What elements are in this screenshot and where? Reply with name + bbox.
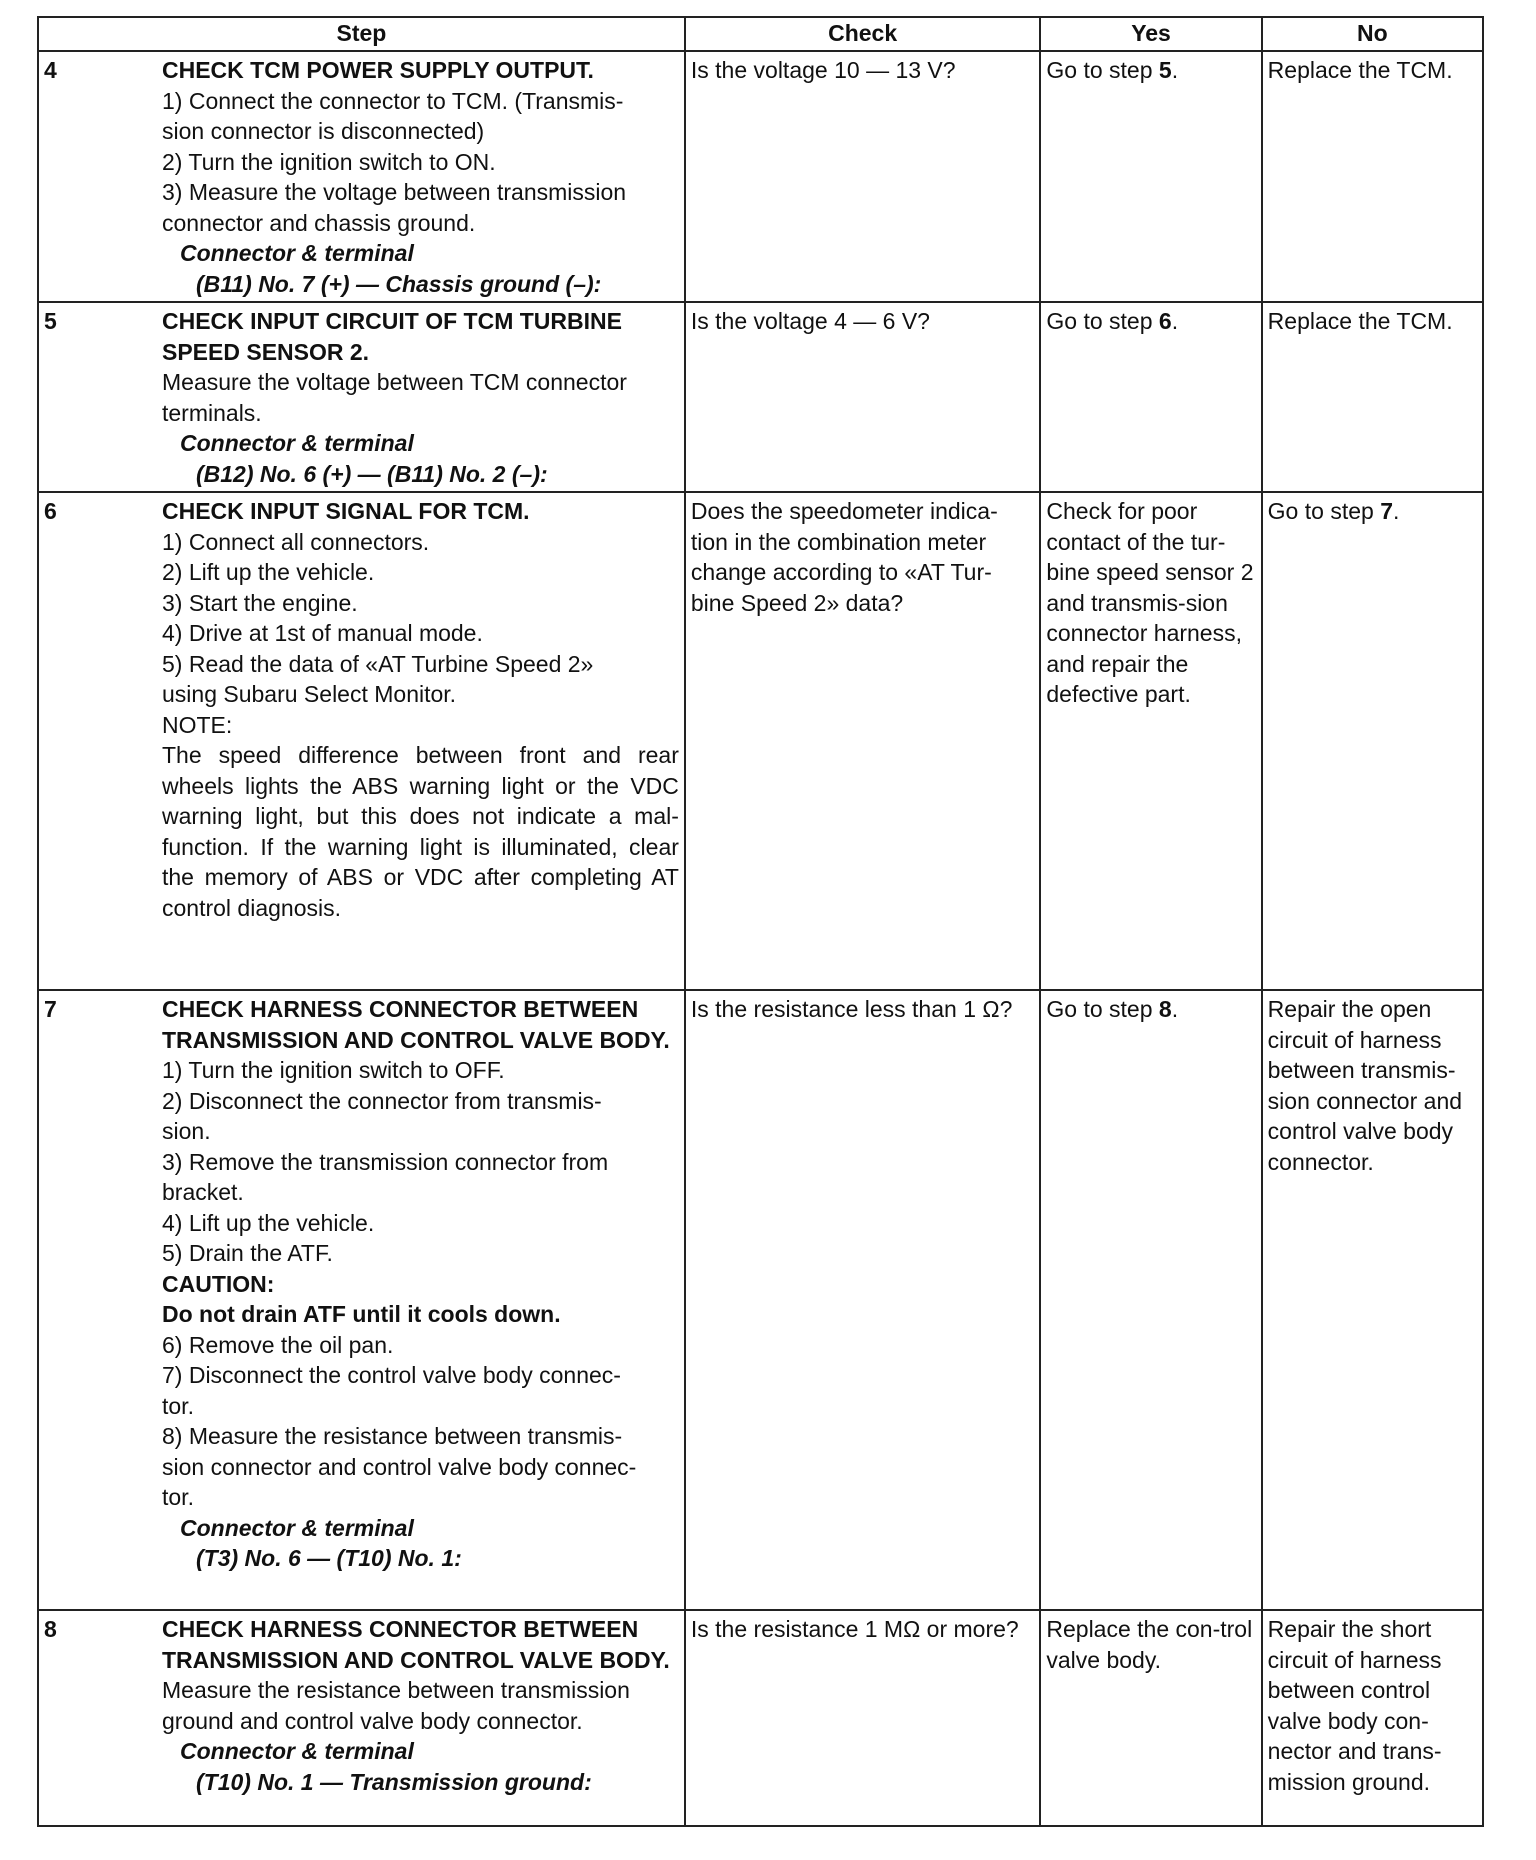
check-cell: Does the speedometer indica-tion in the combination meter change according to «AT Tur-bine Speed 2» data? — [685, 492, 1040, 990]
step-line: Measure the voltage between TCM connector — [162, 369, 627, 395]
yes-step-number: 6 — [1158, 308, 1172, 334]
step-line: sion connector is disconnected) — [162, 118, 485, 144]
table-row-step-8 — [38, 1610, 1483, 1826]
connector-label: Connector & terminal — [180, 1738, 414, 1764]
step-line: tor. — [162, 1484, 194, 1510]
step-cell — [38, 492, 685, 990]
yes-step-number: 8 — [1158, 996, 1172, 1022]
step-line: 1) Connect all connectors. — [162, 528, 430, 555]
table-row-step-6 — [38, 492, 1483, 990]
caution-text: Do not drain ATF until it cools down. — [162, 1301, 561, 1327]
check-cell: Is the resistance less than 1 Ω? — [685, 990, 1040, 1610]
step-title: CHECK HARNESS CONNECTOR BETWEEN TRANSMISSION AND CONTROL VALVE BODY. — [162, 996, 670, 1053]
step-line: 1) Turn the ignition switch to OFF. — [162, 1057, 505, 1083]
step-line: 7) Disconnect the control valve body connec- — [162, 1362, 621, 1388]
step-line: Measure the resistance between transmission — [162, 1677, 630, 1703]
step-cell — [38, 990, 685, 1610]
yes-suffix: . — [1171, 996, 1179, 1022]
step-number: 8 — [44, 1616, 57, 1642]
connector-label: Connector & terminal — [180, 240, 414, 266]
header-check: Check — [685, 17, 1040, 51]
yes-cell — [1040, 990, 1261, 1610]
step-cell — [38, 1610, 685, 1826]
yes-suffix: . — [1171, 57, 1179, 83]
table-row-step-4 — [38, 51, 1483, 302]
terminal-spec: (B12) No. 6 (+) — (B11) No. 2 (–): — [196, 460, 548, 487]
header-no: No — [1262, 17, 1483, 51]
header-yes: Yes — [1040, 17, 1261, 51]
yes-cell: Check for poor contact of the tur-bine speed sensor 2 and transmis-sion connector harness, and repair the defective part. — [1040, 492, 1261, 990]
no-step-number: 7 — [1380, 498, 1393, 524]
check-cell: Is the resistance 1 MΩ or more? — [685, 1610, 1040, 1826]
terminal-spec: (T3) No. 6 — (T10) No. 1: — [196, 1545, 462, 1571]
step-line: tor. — [162, 1392, 194, 1419]
step-line: 4) Drive at 1st of manual mode. — [162, 620, 483, 646]
step-line: 5) Drain the ATF. — [162, 1240, 333, 1266]
step-title: CHECK INPUT SIGNAL FOR TCM. — [162, 498, 530, 524]
no-cell: Replace the TCM. — [1262, 51, 1483, 302]
step-line: 8) Measure the resistance between transmis- — [162, 1423, 623, 1449]
header-step: Step — [38, 17, 685, 51]
step-line: connector and chassis ground. — [162, 209, 476, 236]
check-cell: Is the voltage 10 — 13 V? — [685, 51, 1040, 302]
step-cell — [38, 302, 685, 492]
yes-cell — [1040, 302, 1261, 492]
step-title: CHECK HARNESS CONNECTOR BETWEEN TRANSMISSION AND CONTROL VALVE BODY. — [162, 1616, 670, 1673]
step-cell — [38, 51, 685, 302]
connector-label: Connector & terminal — [180, 1514, 414, 1541]
no-text: Go to step — [1267, 498, 1381, 524]
step-line: 3) Measure the voltage between transmission — [162, 179, 627, 205]
caution-label: CAUTION: — [162, 1270, 275, 1297]
yes-text: Go to step — [1046, 308, 1159, 334]
step-line: sion connector and control valve body connec- — [162, 1453, 637, 1480]
step-number: 4 — [44, 57, 57, 83]
step-line: 2) Lift up the vehicle. — [162, 559, 375, 585]
step-line: using Subaru Select Monitor. — [162, 681, 457, 707]
diagnostic-table — [37, 16, 1484, 1827]
step-line: 1) Connect the connector to TCM. (Transmis- — [162, 87, 624, 114]
step-line: bracket. — [162, 1179, 244, 1205]
yes-step-number: 5 — [1158, 57, 1172, 83]
step-title: CHECK INPUT CIRCUIT OF TCM TURBINE SPEED SENSOR 2. — [162, 308, 622, 365]
step-line: 5) Read the data of «AT Turbine Speed 2» — [162, 650, 594, 677]
header-row — [38, 17, 1483, 51]
check-cell: Is the voltage 4 — 6 V? — [685, 302, 1040, 492]
no-cell — [1262, 492, 1483, 990]
connector-label: Connector & terminal — [180, 430, 414, 456]
step-line: 2) Disconnect the connector from transmis- — [162, 1087, 602, 1114]
step-line: 4) Lift up the vehicle. — [162, 1209, 375, 1236]
no-suffix: . — [1392, 498, 1400, 524]
step-line: sion. — [162, 1118, 211, 1144]
yes-cell — [1040, 51, 1261, 302]
step-line: ground and control valve body connector. — [162, 1707, 583, 1734]
step-number: 6 — [44, 498, 57, 524]
yes-text: Go to step — [1046, 996, 1159, 1022]
step-line: 2) Turn the ignition switch to ON. — [162, 148, 496, 175]
step-line: NOTE: — [162, 711, 233, 738]
step-title: CHECK TCM POWER SUPPLY OUTPUT. — [162, 57, 594, 83]
step-line: terminals. — [162, 399, 262, 426]
step-line: 3) Start the engine. — [162, 589, 358, 616]
table-row-step-5 — [38, 302, 1483, 492]
step-number: 5 — [44, 308, 57, 334]
no-cell: Replace the TCM. — [1262, 302, 1483, 492]
yes-cell: Replace the con-trol valve body. — [1040, 1610, 1261, 1826]
terminal-spec: (T10) No. 1 — Transmission ground: — [196, 1768, 592, 1795]
step-line: 3) Remove the transmission connector from — [162, 1148, 609, 1175]
yes-suffix: . — [1171, 308, 1179, 334]
note-text: The speed difference between front and rear wheels lights the ABS warning light or the VDC warning light, but this does not indicate a mal-function. If the warning light is illuminated, clear the memory of ABS or VDC after completing AT control diagnosis. — [162, 742, 679, 921]
step-line: 6) Remove the oil pan. — [162, 1331, 394, 1358]
table-row-step-7 — [38, 990, 1483, 1610]
step-number: 7 — [44, 996, 57, 1022]
no-cell: Repair the open circuit of harness between transmis-sion connector and control valve body connector. — [1262, 990, 1483, 1610]
yes-text: Go to step — [1046, 57, 1159, 83]
no-cell: Repair the short circuit of harness between control valve body con-nector and trans-mission ground. — [1262, 1610, 1483, 1826]
terminal-spec: (B11) No. 7 (+) — Chassis ground (–): — [196, 270, 602, 297]
